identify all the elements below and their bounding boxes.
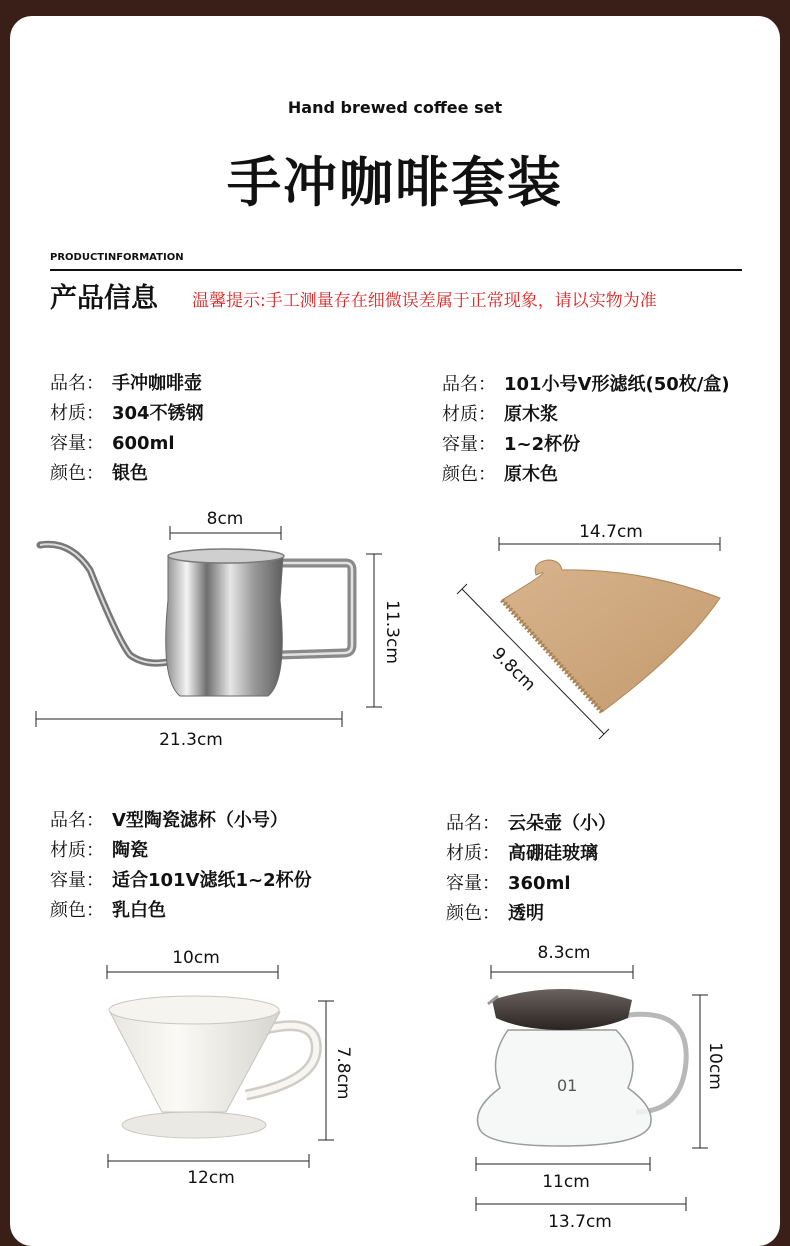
- page-title: 手冲咖啡套装: [227, 151, 563, 214]
- spec-value: 600ml: [112, 433, 175, 454]
- spec-value: 乳白色: [112, 900, 166, 921]
- spec-key: 材质：: [442, 404, 496, 425]
- glass-server-icon: [478, 989, 687, 1146]
- spec-key: 品名：: [50, 373, 104, 394]
- dim-label: 10cm: [172, 948, 220, 968]
- spec-value: 1~2杯份: [504, 434, 581, 455]
- dim-label: 8cm: [206, 509, 244, 529]
- spec-value: 云朵壶（小）: [508, 813, 616, 834]
- english-subtitle: Hand brewed coffee set: [287, 98, 503, 117]
- dim-label: 11cm: [542, 1172, 590, 1192]
- dim-label: 10cm: [705, 1042, 725, 1090]
- spec-key: 材质：: [50, 403, 104, 424]
- dim-label: 14.7cm: [579, 522, 643, 542]
- section-title: 产品信息: [50, 283, 158, 314]
- spec-value: 原木色: [504, 464, 558, 485]
- ceramic-dripper-icon: [109, 996, 316, 1138]
- spec-key: 容量：: [50, 870, 104, 891]
- section-eng-label: PRODUCTINFORMATION: [50, 252, 184, 263]
- spec-value: 304不锈钢: [112, 403, 204, 424]
- spec-value: 手冲咖啡壶: [112, 373, 202, 394]
- dim-label: 13.7cm: [548, 1212, 612, 1232]
- spec-value: V型陶瓷滤杯（小号）: [112, 810, 288, 831]
- measurement-notice: 温馨提示:手工测量存在细微误差属于正常现象，请以实物为准: [192, 291, 657, 311]
- dim-label: 9.8cm: [487, 643, 540, 696]
- spec-key: 容量：: [442, 434, 496, 455]
- spec-key: 容量：: [446, 873, 500, 894]
- dim-label: 7.8cm: [333, 1046, 353, 1100]
- dim-label: 21.3cm: [159, 730, 223, 750]
- spec-key: 材质：: [446, 843, 500, 864]
- spec-key: 颜色：: [50, 463, 104, 484]
- spec-value: 360ml: [508, 873, 571, 894]
- dim-label: 11.3cm: [382, 600, 402, 664]
- spec-value: 陶瓷: [112, 840, 148, 861]
- spec-key: 颜色：: [446, 903, 500, 924]
- spec-value: 银色: [112, 463, 148, 484]
- server-marking: 01: [557, 1076, 578, 1095]
- filter-paper-icon: [502, 560, 720, 712]
- spec-key: 品名：: [442, 374, 496, 395]
- spec-key: 品名：: [446, 813, 500, 834]
- dim-label: 12cm: [187, 1168, 235, 1188]
- spec-value: 原木浆: [504, 404, 558, 425]
- spec-value: 高硼硅玻璃: [508, 843, 598, 864]
- spec-value: 透明: [508, 903, 544, 924]
- spec-key: 材质：: [50, 840, 104, 861]
- spec-value: 101小号V形滤纸(50枚/盒): [504, 374, 730, 395]
- gooseneck-kettle-icon: [40, 544, 352, 696]
- spec-key: 容量：: [50, 433, 104, 454]
- spec-key: 品名：: [50, 810, 104, 831]
- spec-key: 颜色：: [50, 900, 104, 921]
- spec-value: 适合101V滤纸1~2杯份: [112, 870, 312, 891]
- spec-key: 颜色：: [442, 464, 496, 485]
- dim-label: 8.3cm: [537, 943, 591, 963]
